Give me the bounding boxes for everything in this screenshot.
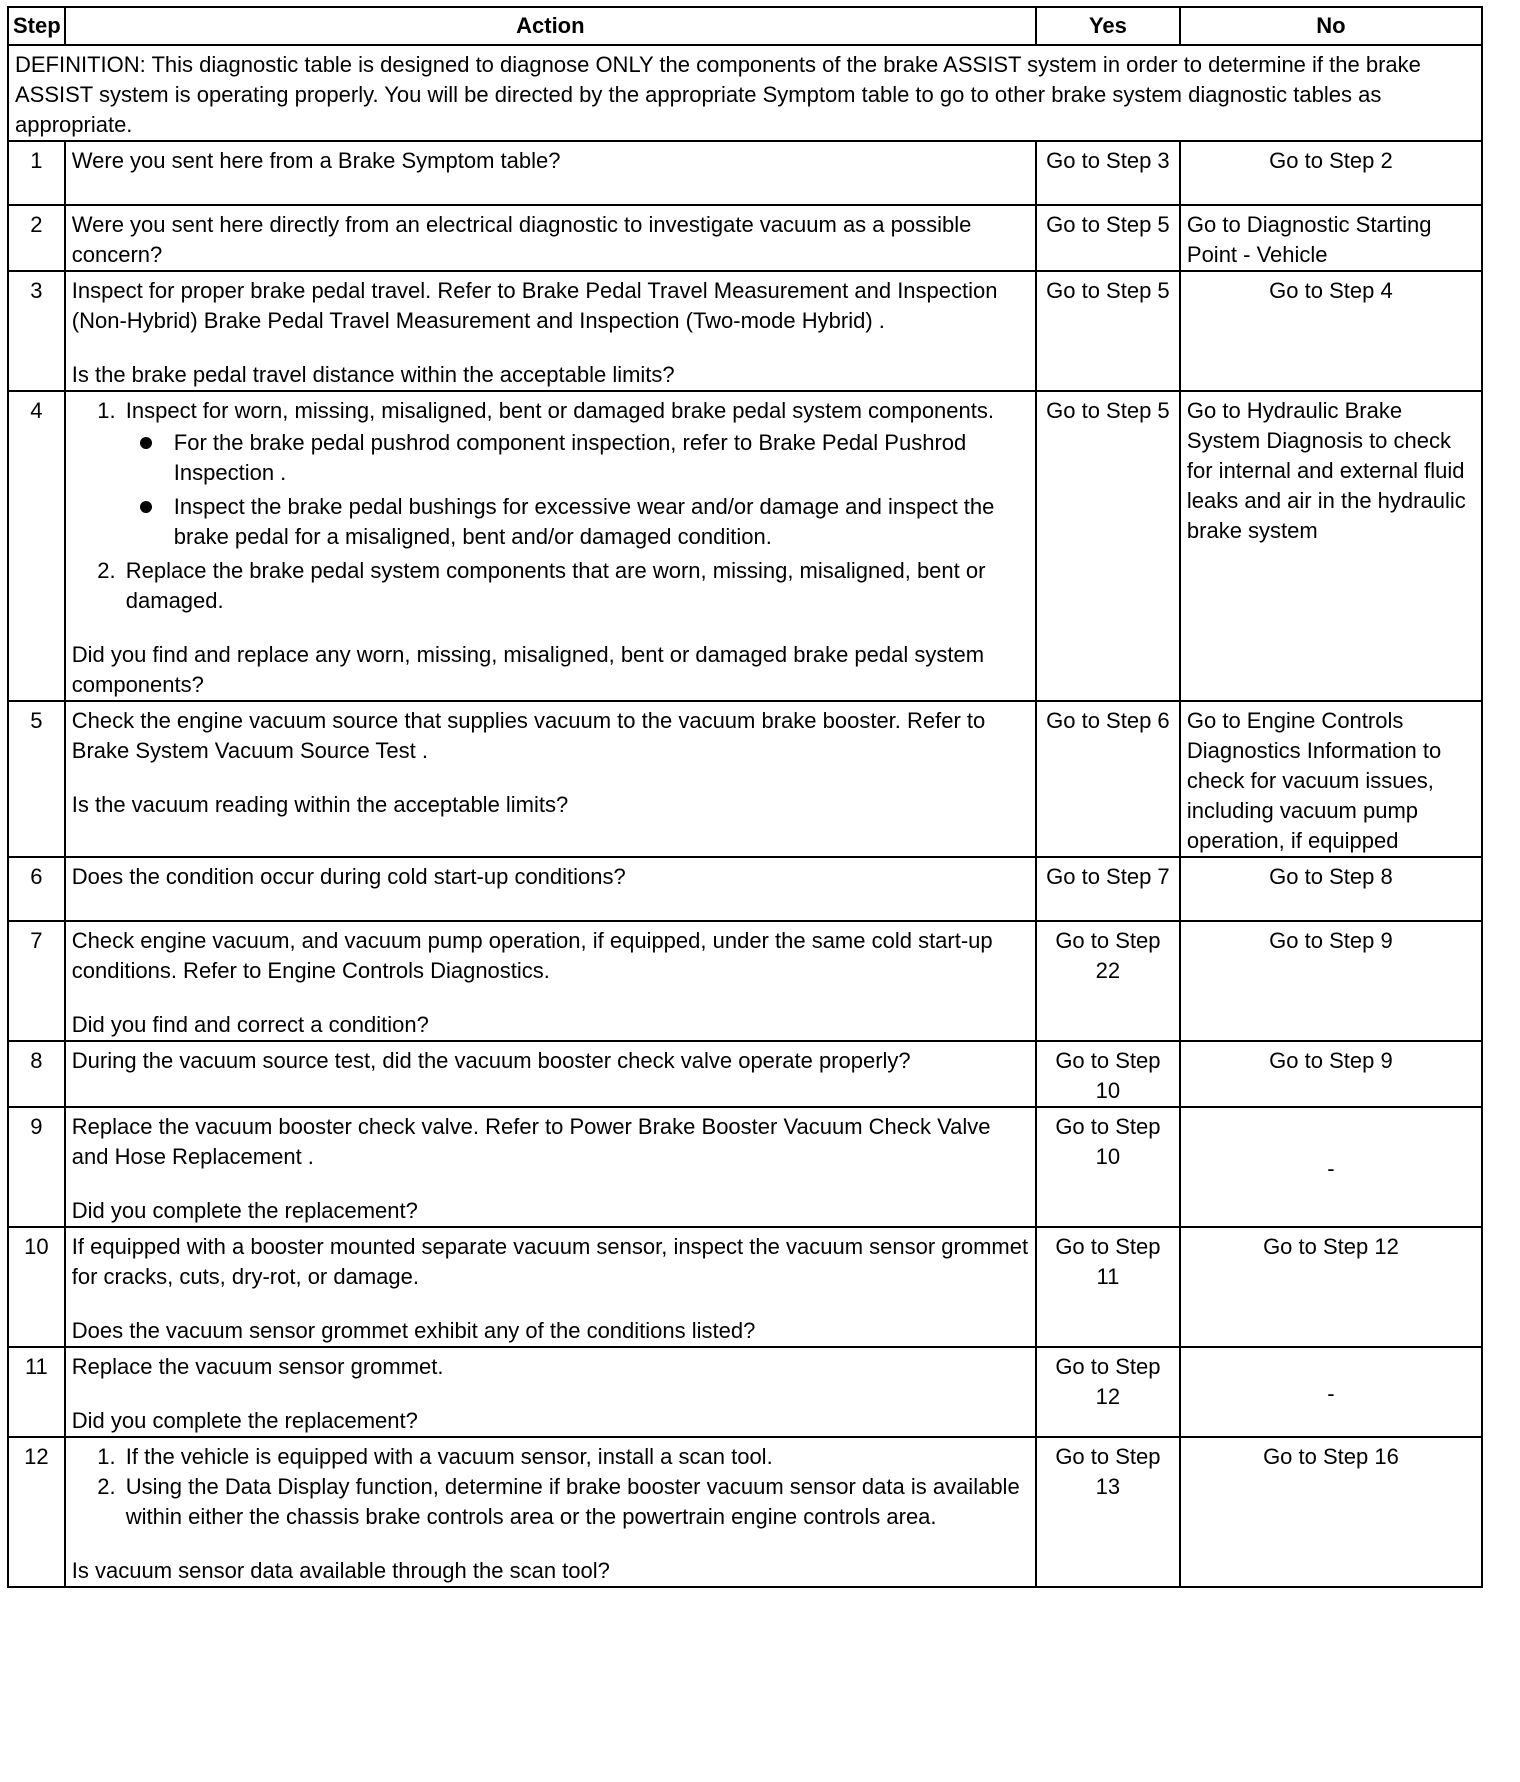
list-item — [122, 556, 1029, 616]
action-instruction: Inspect for proper brake pedal travel. Refer to Brake Pedal Travel Measurement and Inspection (Non-Hybrid) Brake Pedal Travel Measurement and Inspection (Two-mode Hybrid) . — [71, 278, 998, 333]
header-step: Step — [8, 7, 65, 45]
action-question: Is vacuum sensor data available through the scan tool? — [71, 1558, 610, 1583]
action-cell — [65, 1437, 1036, 1587]
yes-cell: Go to Step 5 — [1036, 391, 1180, 701]
action-question: Did you complete the replacement? — [71, 1198, 418, 1223]
action-instruction: Check engine vacuum, and vacuum pump operation, if equipped, under the same cold start-up conditions. Refer to Engine Controls Diagnostics. — [71, 928, 993, 983]
yes-cell: Go to Step 5 — [1036, 271, 1180, 391]
diagnostic-table — [7, 6, 1483, 1588]
table-row — [8, 1041, 1482, 1107]
step-number: 11 — [8, 1347, 65, 1437]
header-yes: Yes — [1036, 7, 1180, 45]
no-cell: - — [1180, 1107, 1482, 1227]
action-question: Is the vacuum reading within the acceptable limits? — [71, 792, 569, 817]
no-cell: - — [1180, 1347, 1482, 1437]
action-cell — [65, 205, 1036, 271]
action-cell — [65, 391, 1036, 701]
yes-cell: Go to Step 6 — [1036, 701, 1180, 857]
yes-cell: Go to Step 10 — [1036, 1041, 1180, 1107]
list-item — [122, 396, 1029, 552]
bullet-item: Inspect the brake pedal bushings for excessive wear and/or damage and inspect the brake pedal for a misaligned, bent and/or damaged condition. — [170, 492, 1029, 552]
no-cell: Go to Step 2 — [1180, 141, 1482, 205]
no-cell: Go to Step 16 — [1180, 1437, 1482, 1587]
no-cell: Go to Engine Controls Diagnostics Information to check for vacuum issues, including vacuum pump operation, if equipped — [1180, 701, 1482, 857]
list-item: 1. If the vehicle is equipped with a vacuum sensor, install a scan tool. — [122, 1442, 1029, 1472]
step-number: 5 — [8, 701, 65, 857]
action-cell — [65, 141, 1036, 205]
action-list — [72, 1442, 1029, 1532]
table-row — [8, 1107, 1482, 1227]
table-row — [8, 1347, 1482, 1437]
action-question: Were you sent here from a Brake Symptom table? — [71, 148, 561, 173]
table-row — [8, 857, 1482, 921]
header-no: No — [1180, 7, 1482, 45]
step-number: 8 — [8, 1041, 65, 1107]
bullet-item: For the brake pedal pushrod component inspection, refer to Brake Pedal Pushrod Inspection . — [170, 428, 1029, 488]
table-row — [8, 391, 1482, 701]
action-cell — [65, 1227, 1036, 1347]
no-cell: Go to Step 9 — [1180, 1041, 1482, 1107]
action-question: Did you find and correct a condition? — [71, 1012, 429, 1037]
header-action: Action — [65, 7, 1036, 45]
yes-cell: Go to Step 5 — [1036, 205, 1180, 271]
no-cell: Go to Step 8 — [1180, 857, 1482, 921]
action-instruction: Check the engine vacuum source that supplies vacuum to the vacuum brake booster. Refer to Brake System Vacuum Source Test . — [71, 708, 986, 763]
yes-cell: Go to Step 7 — [1036, 857, 1180, 921]
table-header-row — [8, 7, 1482, 45]
list-item-text: Inspect for worn, missing, misaligned, bent or damaged brake pedal system components. — [125, 398, 994, 423]
yes-cell: Go to Step 10 — [1036, 1107, 1180, 1227]
no-cell: Go to Hydraulic Brake System Diagnosis to check for internal and external fluid leaks and air in the hydraulic brake system — [1180, 391, 1482, 701]
list-item-text: Replace the brake pedal system components that are worn, missing, misaligned, bent or damaged. — [125, 558, 986, 613]
step-number: 7 — [8, 921, 65, 1041]
table-row — [8, 271, 1482, 391]
step-number: 2 — [8, 205, 65, 271]
action-question: Does the vacuum sensor grommet exhibit any of the conditions listed? — [71, 1318, 756, 1343]
definition-text: DEFINITION: This diagnostic table is designed to diagnose ONLY the components of the brake ASSIST system in order to determine if the brake ASSIST system is operating properly. You will be directed by the appropriate Symptom table to go to other brake system diagnostic tables as appropriate. — [8, 45, 1482, 141]
no-cell: Go to Diagnostic Starting Point - Vehicle — [1180, 205, 1482, 271]
action-cell — [65, 1107, 1036, 1227]
action-question: Did you complete the replacement? — [71, 1408, 418, 1433]
no-cell: Go to Step 9 — [1180, 921, 1482, 1041]
action-cell — [65, 1347, 1036, 1437]
step-number: 9 — [8, 1107, 65, 1227]
no-cell: Go to Step 4 — [1180, 271, 1482, 391]
action-instruction: Replace the vacuum sensor grommet. — [71, 1354, 444, 1379]
table-row — [8, 921, 1482, 1041]
yes-cell: Go to Step 13 — [1036, 1437, 1180, 1587]
action-cell — [65, 1041, 1036, 1107]
table-row — [8, 1437, 1482, 1587]
action-instruction: If equipped with a booster mounted separate vacuum sensor, inspect the vacuum sensor grommet for cracks, cuts, dry-rot, or damage. — [71, 1234, 1029, 1289]
action-cell — [65, 701, 1036, 857]
yes-cell: Go to Step 12 — [1036, 1347, 1180, 1437]
step-number: 1 — [8, 141, 65, 205]
action-question: During the vacuum source test, did the vacuum booster check valve operate properly? — [71, 1048, 911, 1073]
no-cell: Go to Step 12 — [1180, 1227, 1482, 1347]
action-cell — [65, 857, 1036, 921]
action-question: Were you sent here directly from an electrical diagnostic to investigate vacuum as a possible concern? — [71, 212, 972, 267]
yes-cell: Go to Step 22 — [1036, 921, 1180, 1041]
action-cell — [65, 271, 1036, 391]
table-row — [8, 205, 1482, 271]
action-question: Did you find and replace any worn, missing, misaligned, bent or damaged brake pedal system components? — [71, 642, 985, 697]
action-question: Is the brake pedal travel distance within the acceptable limits? — [71, 362, 675, 387]
yes-cell: Go to Step 3 — [1036, 141, 1180, 205]
action-cell — [65, 921, 1036, 1041]
list-item: 2. Using the Data Display function, determine if brake booster vacuum sensor data is available within either the chassis brake controls area or the powertrain engine controls area. — [122, 1472, 1029, 1532]
table-row — [8, 1227, 1482, 1347]
action-question: Does the condition occur during cold start-up conditions? — [71, 864, 626, 889]
action-instruction: Replace the vacuum booster check valve. Refer to Power Brake Booster Vacuum Check Valve and Hose Replacement . — [71, 1114, 991, 1169]
step-number: 3 — [8, 271, 65, 391]
definition-row — [8, 45, 1482, 141]
table-row — [8, 701, 1482, 857]
step-number: 12 — [8, 1437, 65, 1587]
step-number: 6 — [8, 857, 65, 921]
step-number: 10 — [8, 1227, 65, 1347]
table-row — [8, 141, 1482, 205]
step-number: 4 — [8, 391, 65, 701]
bullet-list — [126, 428, 1029, 552]
action-list — [72, 396, 1029, 616]
yes-cell: Go to Step 11 — [1036, 1227, 1180, 1347]
